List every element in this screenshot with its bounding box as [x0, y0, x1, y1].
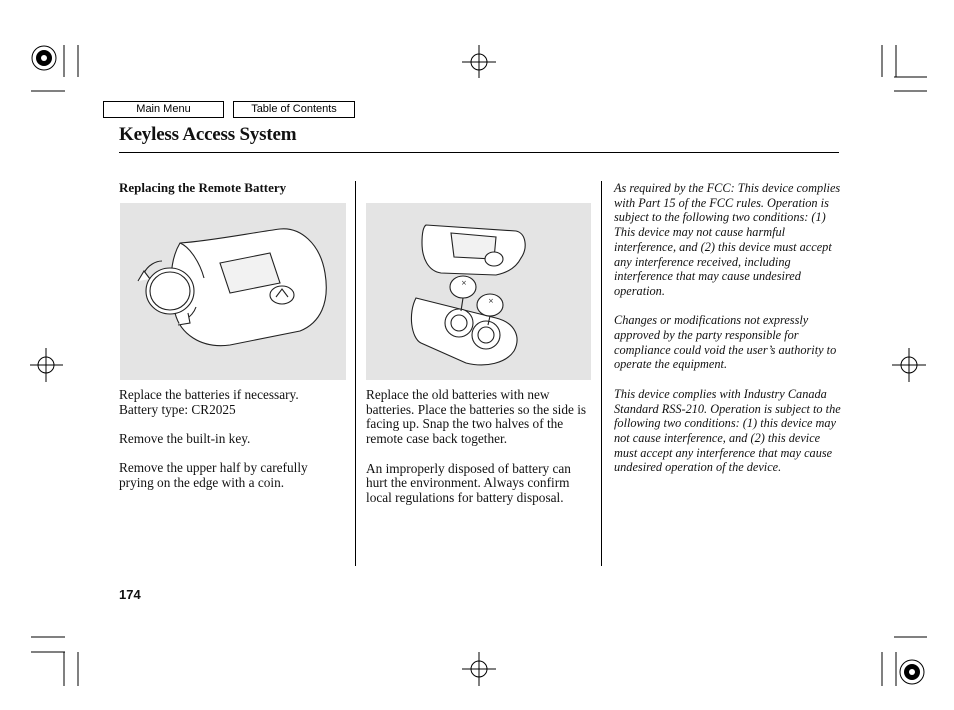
battery-disposal-paragraph: An improperly disposed of battery can hurt the environment. Always confirm local regulations for battery disposal.: [366, 460, 571, 505]
remove-key-paragraph: Remove the built-in key.: [119, 431, 251, 447]
section-heading: Replacing the Remote Battery: [119, 180, 287, 195]
column-divider-1: [355, 181, 356, 566]
replace-batteries-paragraph: Replace the old batteries with new batteries. Place the batteries so the side is facing up. Snap the two halves of the remote case back together.: [366, 387, 587, 447]
industry-canada-paragraph: This device complies with Industry Canada Standard RSS-210. Operation is subject to the following two conditions: (1) this device may not cause interference, and (2) this device must accept any interference that may cause undesired operation of the device.: [614, 386, 841, 475]
page-title: Keyless Access System: [119, 124, 297, 145]
svg-text:×: ×: [488, 297, 494, 305]
fcc-compliance-paragraph: As required by the FCC: This device complies with Part 15 of the FCC rules. Operation is subject to the following two conditions: (1) This device may not cause harmful interference, and (2) this device must accept any interference received, including interference that may cause undesired operation.: [614, 181, 841, 298]
column-2-text: [366, 388, 588, 520]
main-menu-button[interactable]: Main Menu: [103, 101, 224, 118]
page-number: 174: [119, 587, 141, 602]
table-of-contents-button[interactable]: Table of Contents: [233, 101, 355, 118]
column-1-text: [119, 388, 339, 506]
key-fob-batteries-drawing: [366, 203, 591, 380]
title-underline: [119, 152, 839, 153]
remote-battery-illustration-2: [366, 203, 591, 380]
svg-text:×: ×: [461, 279, 467, 287]
remove-upper-half-paragraph: Remove the upper half by carefully prying on the edge with a coin.: [119, 460, 308, 491]
remote-battery-illustration-1: [120, 203, 346, 380]
modifications-paragraph: Changes or modifications not expressly approved by the party responsible for compliance could void the user’s authority to operate the equipment.: [614, 313, 837, 372]
fcc-notice: [614, 181, 846, 490]
battery-type-paragraph: Replace the batteries if necessary. Battery type: CR2025: [119, 387, 299, 417]
column-divider-2: [601, 181, 602, 566]
key-fob-open-drawing: [120, 203, 346, 380]
